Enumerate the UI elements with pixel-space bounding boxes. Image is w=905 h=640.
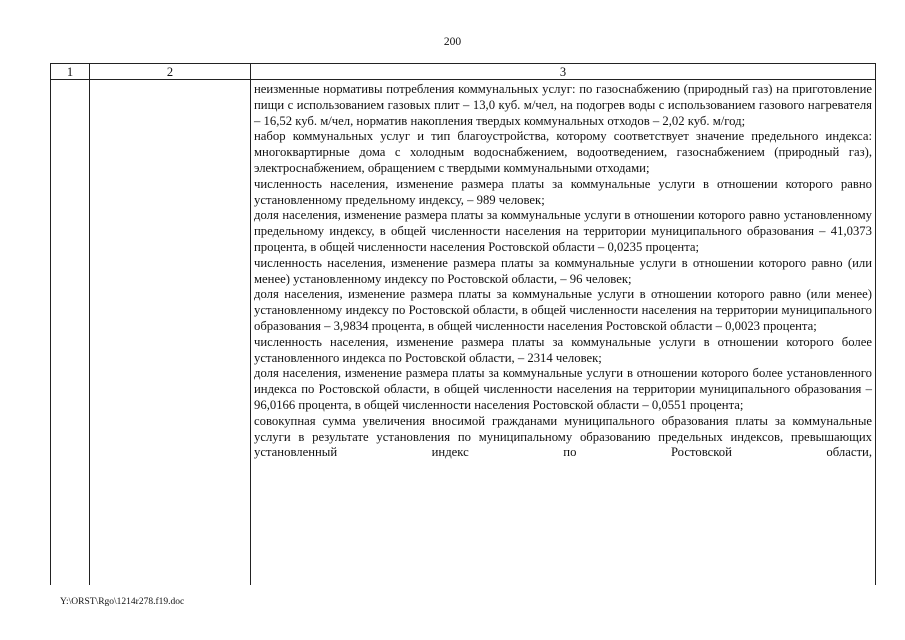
column-2-cell xyxy=(90,80,251,586)
document-table xyxy=(50,63,876,585)
footer-file-path: Y:\ORST\Rgo\1214r278.f19.doc xyxy=(60,597,185,607)
paragraph-service-set: набор коммунальных услуг и тип благоустройства, которому соответствует значение предельного индекса: многоквартирные дома с холодным водоснабжением, водоотведением, газоснабжением (природный газ), электроснабжением, обращением с твердыми коммунальными отходами; xyxy=(254,129,872,175)
paragraph-share-above-index: доля населения, изменение размера платы за коммунальные услуги в отношении которого более установленного индекса по Ростовской области, в общей численности населения на территории муниципального образования – 96,0166 процента, в общей численности населения Ростовской области – 0,0551 процента; xyxy=(254,366,872,412)
table-header-row xyxy=(51,64,876,80)
column-header-2: 2 xyxy=(90,64,251,80)
paragraph-population-equal-limit: численность населения, изменение размера платы за коммунальные услуги в отношении которого равно установленному предельному индексу, – 989 человек; xyxy=(254,176,872,207)
table-body-row xyxy=(51,80,876,586)
paragraph-consumption-norms: неизменные нормативы потребления коммунальных услуг: по газоснабжению (природный газ) на приготовление пищи с использованием газовых плит – 13,0 куб. м/чел, на подогрев воды с использованием газового нагревателя – 16,52 куб. м/чел, норматив накопления твердых коммунальных отходов – 2,02 куб. м/год; xyxy=(254,82,872,128)
column-3-cell xyxy=(251,80,876,586)
paragraph-share-below-index: доля населения, изменение размера платы за коммунальные услуги в отношении которого равно (или менее) установленному индексу по Ростовской области, в общей численности населения на территории муниципального образования – 3,9834 процента, в общей численности населения Ростовской области – 0,0023 процента; xyxy=(254,287,872,333)
paragraph-total-increase: совокупная сумма увеличения вносимой гражданами муниципального образования платы за коммунальные услуги в результате установления по муниципальному образованию предельных индексов, превышающих установленный индекс по Ростовской области, xyxy=(254,413,872,460)
paragraph-share-equal-limit: доля населения, изменение размера платы за коммунальные услуги в отношении которого равно установленному предельному индексу, в общей численности населения на территории муниципального образования – 41,0373 процента, в общей численности населения Ростовской области – 0,0235 процента; xyxy=(254,208,872,254)
page-number: 200 xyxy=(443,36,462,48)
column-1-cell xyxy=(51,80,90,586)
paragraph-population-above-index: численность населения, изменение размера платы за коммунальные услуги в отношении которого более установленного индекса по Ростовской области, – 2314 человек; xyxy=(254,334,872,365)
column-header-3: 3 xyxy=(251,64,876,80)
column-3-text xyxy=(251,80,875,585)
column-header-1: 1 xyxy=(51,64,90,80)
paragraph-population-below-index: численность населения, изменение размера платы за коммунальные услуги в отношении которого равно (или менее) установленному индексу по Ростовской области, – 96 человек; xyxy=(254,255,872,286)
